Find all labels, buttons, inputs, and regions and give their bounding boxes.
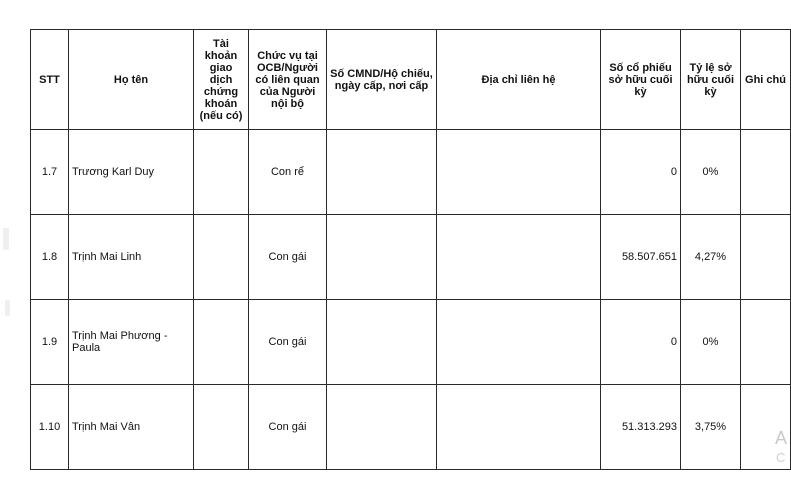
cell-address — [437, 130, 601, 215]
cell-address — [437, 385, 601, 470]
watermark-text: A — [775, 428, 788, 448]
scan-artifact — [5, 300, 10, 316]
cell-shares: 58.507.651 — [601, 215, 681, 300]
table-row — [31, 215, 791, 300]
header-stt: STT — [31, 30, 69, 130]
cell-position: Con rể — [249, 130, 327, 215]
table-header-row — [31, 30, 791, 130]
cell-name: Trịnh Mai Phương - Paula — [69, 300, 194, 385]
table-row — [31, 300, 791, 385]
cell-note — [741, 215, 791, 300]
cell-address — [437, 300, 601, 385]
cell-name: Trịnh Mai Vân — [69, 385, 194, 470]
cell-stt: 1.10 — [31, 385, 69, 470]
cell-position: Con gái — [249, 385, 327, 470]
header-note: Ghi chú — [741, 30, 791, 130]
header-shares: Số cổ phiếu sở hữu cuối kỳ — [601, 30, 681, 130]
cell-name: Trịnh Mai Linh — [69, 215, 194, 300]
cell-id-doc — [327, 300, 437, 385]
header-account: Tài khoản giao dịch chứng khoán (nếu có) — [194, 30, 249, 130]
cell-account — [194, 215, 249, 300]
cell-account — [194, 130, 249, 215]
header-id-doc: Số CMND/Hộ chiếu, ngày cấp, nơi cấp — [327, 30, 437, 130]
header-address: Địa chỉ liên hệ — [437, 30, 601, 130]
header-ratio: Tỷ lệ sở hữu cuối kỳ — [681, 30, 741, 130]
header-name: Họ tên — [69, 30, 194, 130]
cell-name: Trương Karl Duy — [69, 130, 194, 215]
cell-account — [194, 385, 249, 470]
cell-ratio: 0% — [681, 130, 741, 215]
cell-ratio: 0% — [681, 300, 741, 385]
insider-holdings-table — [30, 29, 791, 470]
table-row — [31, 130, 791, 215]
cell-account — [194, 300, 249, 385]
header-position: Chức vụ tại OCB/Người có liên quan của Người nội bộ — [249, 30, 327, 130]
cell-note — [741, 130, 791, 215]
cell-id-doc — [327, 130, 437, 215]
cell-id-doc — [327, 385, 437, 470]
cell-id-doc — [327, 215, 437, 300]
cell-ratio: 4,27% — [681, 215, 741, 300]
cell-position: Con gái — [249, 215, 327, 300]
cell-ratio: 3,75% — [681, 385, 741, 470]
cell-stt: 1.7 — [31, 130, 69, 215]
cell-position: Con gái — [249, 300, 327, 385]
cell-note — [741, 300, 791, 385]
cell-shares: 51.313.293 — [601, 385, 681, 470]
cell-stt: 1.8 — [31, 215, 69, 300]
scan-artifact — [3, 228, 9, 250]
cell-shares: 0 — [601, 130, 681, 215]
watermark-text-secondary: C — [776, 450, 786, 465]
table-row — [31, 385, 791, 470]
cell-address — [437, 215, 601, 300]
cell-stt: 1.9 — [31, 300, 69, 385]
cell-shares: 0 — [601, 300, 681, 385]
